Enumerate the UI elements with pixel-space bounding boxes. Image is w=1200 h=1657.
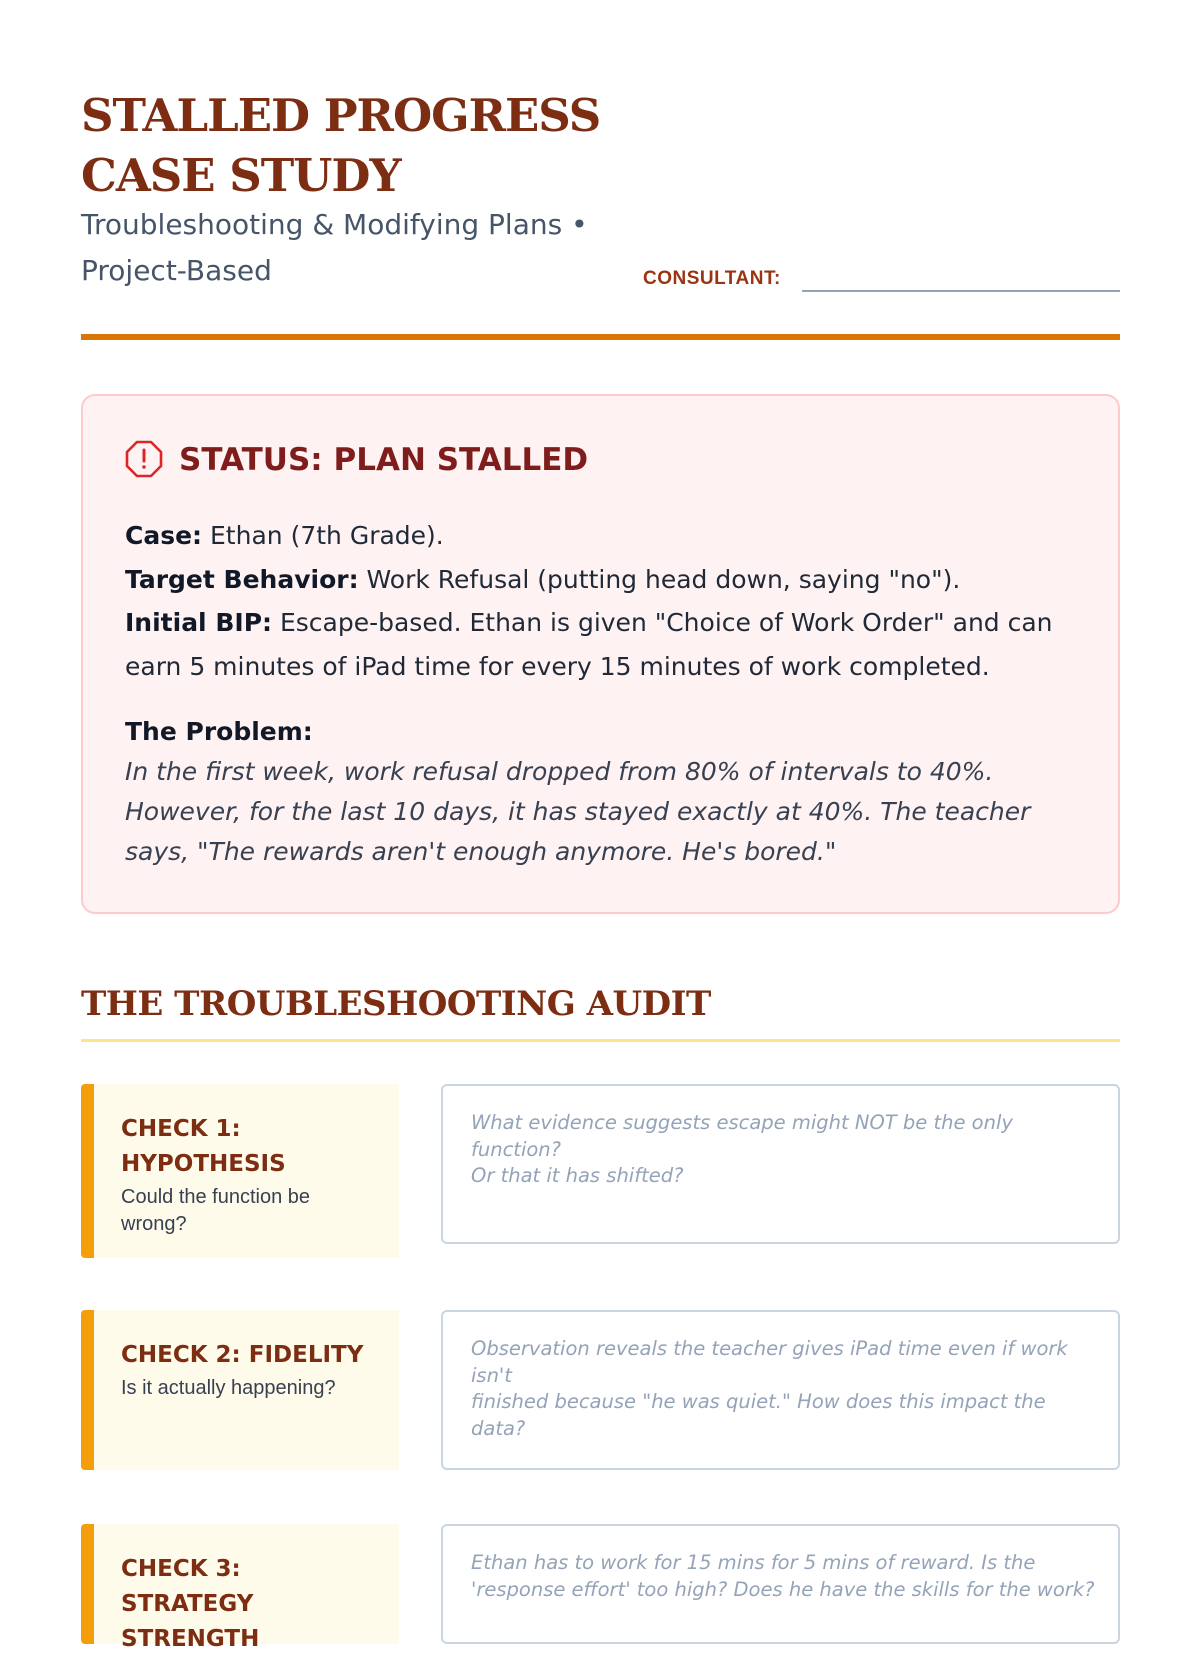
problem-description: In the first week, work refusal dropped from 80% of intervals to 40%. However, for the last 10 days, it has stayed exactly at 40%. The teacher says, "The rewards aren't enough anymore. He's bored.": [125, 757, 1031, 866]
check-answer-line-1: What evidence suggests escape might NOT be the only function?: [471, 1111, 1013, 1161]
page-title: [81, 86, 641, 206]
check-question-line-1: Is it actually happening?: [121, 1377, 336, 1399]
initial-bip-row: [125, 601, 1075, 688]
check-answer-line-2: 'response effort' too high? Does he have the skills for the work?: [471, 1577, 1095, 1601]
worksheet-page: [81, 0, 1120, 1652]
check-label-content: [121, 1552, 371, 1657]
initial-bip-value: Escape-based. Ethan is given "Choice of Work Order" and can earn 5 minutes of iPad time for every 15 minutes of work completed.: [125, 608, 1053, 681]
consultant-label: CONSULTANT:: [643, 268, 781, 289]
status-title: STATUS: PLAN STALLED: [179, 442, 589, 478]
check-label-content: [121, 1338, 371, 1402]
page-title-line-2: CASE STUDY: [81, 149, 401, 202]
case-details: [125, 514, 1075, 688]
target-behavior-label: Target Behavior:: [125, 564, 359, 594]
check-answer-field[interactable]: [441, 1310, 1120, 1470]
page-subtitle-line-1: Troubleshooting & Modifying Plans •: [81, 208, 588, 241]
check-label-card: [81, 1524, 399, 1652]
check-answer-placeholder: [471, 1110, 1096, 1190]
check-question: [121, 1184, 371, 1238]
header: [81, 78, 1120, 338]
check-label-card: [81, 1310, 399, 1470]
initial-bip-label: Initial BIP:: [125, 608, 273, 637]
check-answer-field[interactable]: [441, 1084, 1120, 1244]
consultant-signature-line[interactable]: [802, 290, 1120, 292]
page-subtitle: [81, 202, 621, 294]
check-answer-line-1: Ethan has to work for 15 mins for 5 mins of reward. Is the: [471, 1551, 1036, 1574]
check-title-line-1: CHECK 1:: [121, 1116, 241, 1142]
problem-label: The Problem:: [125, 717, 313, 746]
check-title-line-1: CHECK 2: FIDELITY: [121, 1342, 364, 1368]
check-answer-line-1: Observation reveals the teacher gives iPad time even if work isn't: [471, 1337, 1068, 1387]
check-row-fidelity: [81, 1310, 1120, 1470]
check-answer-line-2: Or that it has shifted?: [471, 1164, 684, 1187]
target-behavior-value: Work Refusal (putting head down, saying "no").: [358, 564, 961, 594]
target-behavior-row: [125, 558, 1075, 602]
check-title: [121, 1112, 371, 1182]
header-divider: [81, 334, 1120, 340]
audit-heading: THE TROUBLESHOOTING AUDIT: [81, 984, 711, 1024]
check-title: [121, 1552, 371, 1657]
check-row-hypothesis: [81, 1084, 1120, 1244]
audit-divider: [81, 1039, 1120, 1042]
check-answer-placeholder: [471, 1550, 1096, 1603]
check-row-strategy-strength: [81, 1524, 1120, 1652]
check-answer-field[interactable]: [441, 1524, 1120, 1644]
check-question: [121, 1375, 371, 1402]
check-label-content: [121, 1112, 371, 1238]
check-answer-placeholder: [471, 1336, 1096, 1442]
alert-octagon-icon: [125, 440, 163, 478]
case-label: Case:: [125, 521, 203, 550]
problem-section: [125, 712, 1085, 872]
case-row: [125, 514, 1075, 558]
check-title-line-1: CHECK 3: STRATEGY: [121, 1556, 254, 1617]
consultant-field: [643, 262, 1120, 292]
check-title: [121, 1338, 371, 1373]
page-title-line-1: STALLED PROGRESS: [81, 89, 601, 142]
check-title-line-2: HYPOTHESIS: [121, 1151, 286, 1177]
status-alert-box: [81, 394, 1120, 914]
check-label-card: [81, 1084, 399, 1258]
page-subtitle-line-2: Project-Based: [81, 254, 272, 287]
check-question-line-2: wrong?: [121, 1213, 187, 1235]
check-question-line-1: Could the function be: [121, 1186, 311, 1208]
check-title-line-2: STRENGTH: [121, 1626, 260, 1652]
case-value: Ethan (7th Grade).: [202, 521, 444, 550]
check-answer-line-2: finished because "he was quiet." How does this impact the data?: [471, 1390, 1046, 1440]
